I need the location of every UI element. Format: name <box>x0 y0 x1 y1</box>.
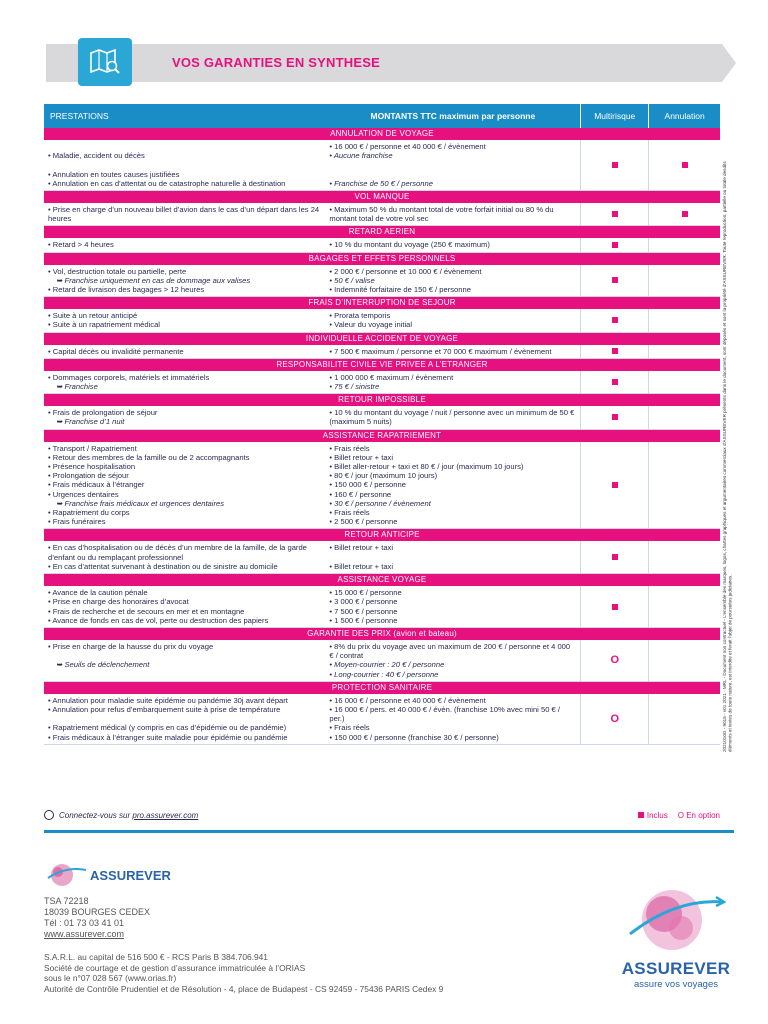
contact-website[interactable]: www.assurever.com <box>44 929 125 939</box>
list-item: • 75 € / sinistre <box>329 382 380 392</box>
prestation-cell <box>44 371 325 393</box>
list-item: • Frais réels <box>329 508 370 518</box>
list-item: • Transport / Rapatriement <box>48 443 137 453</box>
table-row <box>44 541 720 574</box>
list-item: • Retard > 4 heures <box>48 240 114 250</box>
list-item: • 150 000 € / personne <box>329 480 406 490</box>
list-item: • Indemnité forfaitaire de 150 € / personne <box>329 285 471 295</box>
list-item <box>329 553 576 562</box>
included-square-icon <box>612 277 618 283</box>
legend-included: Inclus <box>638 811 668 820</box>
list-item: • 16 000 € / personne et 40 000 € / évènement <box>329 695 486 705</box>
page-title: VOS GARANTIES EN SYNTHESE <box>172 55 380 70</box>
annulation-cell <box>648 238 720 251</box>
legal-side-text: 2021010G - 9015 - v01 2021 - MRL - Document non contractuel - L’ensemble des marques, logos, chartes graphiques et argumentaires commerciaux d’ASSUREVER présents dans le document, sont déposés et sont la propriété d’ASSUREVER. Toute reproduction, partielle ou totale desdits éléments et textes de toute nature, est interdite et ferait l’objet de poursuites judiciaires. <box>722 161 733 752</box>
included-square-icon <box>682 162 688 168</box>
list-item: • Présence hospitalisation <box>48 462 136 472</box>
montant-cell <box>325 406 580 428</box>
legal-line: Société de courtage et de gestion d’assurance immatriculée à l’ORIAS <box>44 962 306 973</box>
multirisque-cell <box>580 541 648 573</box>
included-square-icon <box>612 414 618 420</box>
square-icon <box>638 812 644 818</box>
list-item <box>48 651 321 660</box>
list-item: • Rapatriement médical (y compris en cas d’épidémie ou de pandémie) <box>48 723 287 733</box>
list-item: • Franchise de 50 € / personne <box>329 178 433 188</box>
header-annulation: Annulation <box>648 104 720 128</box>
prestation-cell <box>44 203 325 225</box>
section-title: ANNULATION DE VOYAGE <box>44 128 720 140</box>
list-item: • Avance de la caution pénale <box>48 588 148 598</box>
list-item: • 16 000 € / pers. et 40 000 € / évèn. (franchise 10% avec mini 50 € / per.) <box>329 704 560 724</box>
list-item <box>329 160 576 169</box>
multirisque-cell <box>580 406 648 428</box>
montant-cell <box>325 586 580 627</box>
list-item: • Prorata temporis <box>329 311 391 321</box>
brand-logo-small <box>46 862 171 888</box>
prestation-cell <box>44 442 325 529</box>
section-title: RETOUR ANTICIPE <box>44 529 720 541</box>
list-item: • Frais médicaux à l’étranger suite maladie pour épidémie ou pandémie <box>48 732 288 742</box>
section-title: RESPONSABILITE CIVILE VIE PRIVEE A L’ETRANGER <box>44 359 720 371</box>
prestation-cell <box>44 238 325 251</box>
table-header <box>44 104 720 128</box>
prestation-cell <box>44 265 325 297</box>
section-title: BAGAGES ET EFFETS PERSONNELS <box>44 253 720 265</box>
legal-line: sous le n°07 028 567 (www.orias.fr) <box>44 973 177 983</box>
table-row <box>44 345 720 359</box>
multirisque-cell <box>580 265 648 297</box>
prestation-cell <box>44 694 325 744</box>
annulation-cell <box>648 371 720 393</box>
montant-cell <box>325 442 580 529</box>
prestation-cell <box>44 140 325 190</box>
multirisque-cell <box>580 309 648 331</box>
prestation-cell <box>44 586 325 627</box>
annulation-cell <box>648 203 720 225</box>
table-footer <box>44 806 720 824</box>
list-item: • Aucune franchise <box>329 151 393 161</box>
list-item: • 7 500 € maximum / personne et 70 000 € maximum / évènement <box>329 346 552 356</box>
list-item: • Frais réels <box>329 443 370 453</box>
option-circle-icon: O <box>610 654 620 667</box>
list-item: • 1 500 € / personne <box>329 615 398 625</box>
list-item: • Billet retour + taxi <box>329 561 394 571</box>
section-title: INDIVIDUELLE ACCIDENT DE VOYAGE <box>44 333 720 345</box>
included-square-icon <box>612 482 618 488</box>
brand-name-small: ASSUREVER <box>90 867 171 883</box>
montant-cell <box>325 345 580 358</box>
list-item: • 80 € / jour (maximum 10 jours) <box>329 471 438 481</box>
section-title: RETOUR IMPOSSIBLE <box>44 394 720 406</box>
montant-cell <box>325 265 580 297</box>
section-title: GARANTIE DES PRIX (avion et bateau) <box>44 628 720 640</box>
multirisque-cell <box>580 371 648 393</box>
included-square-icon <box>612 554 618 560</box>
connect-text: Connectez-vous sur pro.assurever.com <box>59 810 199 820</box>
table-row <box>44 586 720 628</box>
list-item: • Valeur du voyage initial <box>329 320 413 330</box>
list-item: • 2 500 € / personne <box>329 517 398 527</box>
legal-line: S.A.R.L. au capital de 516 500 € - RCS Paris B 384.706.941 <box>44 952 268 962</box>
annulation-cell <box>648 309 720 331</box>
contact-phone: Tél : 01 73 03 41 01 <box>44 918 125 928</box>
prestation-cell <box>44 345 325 358</box>
multirisque-cell <box>580 203 648 225</box>
table-row <box>44 203 720 226</box>
multirisque-cell <box>580 345 648 358</box>
section-title: ASSISTANCE VOYAGE <box>44 574 720 586</box>
prestation-cell <box>44 309 325 331</box>
list-item: • Prise en charge de la hausse du prix du voyage <box>48 641 214 651</box>
list-item: • Billet retour + taxi <box>329 452 394 462</box>
list-item: • Avance de fonds en cas de vol, perte ou destruction des papiers <box>48 615 269 625</box>
included-square-icon <box>612 317 618 323</box>
brand-logo-large <box>620 884 732 990</box>
list-item: • Billet aller-retour + taxi et 80 € / jour (maximum 10 jours) <box>329 462 524 472</box>
globe-logo-icon <box>626 884 726 954</box>
included-square-icon <box>612 379 618 385</box>
annulation-cell <box>648 442 720 529</box>
list-item: • 2 000 € / personne et 10 000 € / évènement <box>329 266 482 276</box>
list-item: • Prise en charge d’un nouveau billet d’avion dans le cas d’un départ dans les 24 heures <box>48 205 320 224</box>
prestation-cell <box>44 406 325 428</box>
list-item: • 10 % du montant du voyage (250 € maximum) <box>329 240 490 250</box>
globe-logo-icon <box>46 862 88 888</box>
list-item: • Prise en charge des honoraires d’avocat <box>48 597 189 607</box>
list-item: • Suite à un retour anticipé <box>48 311 138 321</box>
list-item: ➥ Franchise uniquement en cas de dommage aux valises <box>56 275 251 285</box>
multirisque-cell <box>580 238 648 251</box>
included-square-icon <box>612 348 618 354</box>
header-band <box>46 44 722 82</box>
legend-option: O En option <box>677 810 720 820</box>
montant-cell <box>325 694 580 744</box>
included-square-icon <box>612 242 618 248</box>
annulation-cell <box>648 640 720 681</box>
list-item: • 1 000 000 € maximum / évènement <box>329 372 454 382</box>
montant-cell <box>325 203 580 225</box>
list-item: • Annulation pour maladie suite épidémie ou pandémie 30j avant départ <box>48 695 288 705</box>
contact-block <box>44 896 150 940</box>
list-item: • Retard de livraison des bagages > 12 heures <box>48 285 205 295</box>
table-row <box>44 238 720 252</box>
list-item: • Annulation en toutes causes justifiées <box>48 169 180 179</box>
header-montants: MONTANTS TTC maximum par personne <box>370 111 536 121</box>
montant-cell <box>325 541 580 573</box>
list-item: • Frais réels <box>329 723 370 733</box>
legend <box>638 811 720 820</box>
montant-cell <box>325 640 580 681</box>
brand-tagline: assure vos voyages <box>634 979 718 990</box>
montant-cell <box>325 238 580 251</box>
map-icon <box>78 38 132 86</box>
list-item: • Retour des membres de la famille ou de 2 accompagnants <box>48 452 250 462</box>
option-circle-icon: O <box>610 712 620 725</box>
contact-line: TSA 72218 <box>44 896 89 906</box>
list-item: • Billet retour + taxi <box>329 543 394 553</box>
contact-line: 18039 BOURGES CEDEX <box>44 907 151 917</box>
multirisque-cell <box>580 586 648 627</box>
list-item: • 150 000 € / personne (franchise 30 € / personne) <box>329 732 499 742</box>
table-body <box>44 128 720 745</box>
included-square-icon <box>612 604 618 610</box>
list-item: • 16 000 € / personne et 40 000 € / évènement <box>329 142 486 151</box>
list-item: • Frais de prolongation de séjour <box>48 408 158 418</box>
table-row <box>44 371 720 394</box>
header-multirisque: Multirisque <box>580 104 648 128</box>
section-title: FRAIS D’INTERRUPTION DE SEJOUR <box>44 297 720 309</box>
list-item: • 15 000 € / personne <box>329 588 402 598</box>
list-item: • Frais médicaux à l’étranger <box>48 480 145 490</box>
list-item: • 8% du prix du voyage avec un maximum de 200 € / personne et 4 000 € / contrat <box>329 641 571 661</box>
list-item: ➥ Seuils de déclenchement <box>56 660 150 670</box>
brand-name-large: ASSUREVER <box>621 959 731 978</box>
list-item: • Frais de recherche et de secours en mer et en montagne <box>48 606 245 616</box>
multirisque-cell <box>580 140 648 190</box>
included-square-icon <box>612 162 618 168</box>
included-square-icon <box>682 211 688 217</box>
annulation-cell <box>648 541 720 573</box>
multirisque-cell <box>580 694 648 744</box>
list-item: • 3 000 € / personne <box>329 597 398 607</box>
list-item: ➥ Franchise frais médicaux et urgences dentaires <box>56 498 225 508</box>
annulation-cell <box>648 140 720 190</box>
list-item: • Urgences dentaires <box>48 489 119 499</box>
legal-line: Autorité de Contrôle Prudentiel et de Résolution - 4, place de Budapest - CS 92459 - 75436 PARIS Cedex 9 <box>44 983 444 994</box>
annulation-cell <box>648 406 720 428</box>
list-item: • Dommages corporels, matériels et immatériels <box>48 372 210 382</box>
section-title: PROTECTION SANITAIRE <box>44 682 720 694</box>
table-row <box>44 309 720 332</box>
table-row <box>44 442 720 530</box>
list-item <box>48 160 321 169</box>
list-item: • Rapatriement du corps <box>48 508 130 518</box>
list-item: • En cas d’attentat survenant à destination ou de sinistre au domicile <box>48 561 278 571</box>
globe-icon <box>44 810 54 820</box>
table-row <box>44 265 720 298</box>
divider <box>44 830 734 833</box>
legal-block <box>44 952 443 994</box>
list-item: • 10 % du montant du voyage / nuit / personne avec un minimum de 50 € (maximum 5 nuits) <box>329 408 575 427</box>
list-item: • 160 € / personne <box>329 489 392 499</box>
list-item: • Annulation en cas d’attentat ou de catastrophe naturelle à destination <box>48 178 286 188</box>
annulation-cell <box>648 586 720 627</box>
table-row <box>44 406 720 429</box>
list-item: • Capital décès ou invalidité permanente <box>48 346 184 356</box>
list-item: ➥ Franchise <box>56 382 98 392</box>
section-title: ASSISTANCE RAPATRIEMENT <box>44 430 720 442</box>
list-item: ➥ Franchise d’1 nuit <box>56 417 125 427</box>
list-item: • Maladie, accident ou décès <box>48 151 145 161</box>
table-row <box>44 640 720 682</box>
guarantees-table <box>44 104 720 745</box>
multirisque-cell <box>580 442 648 529</box>
montant-cell <box>325 309 580 331</box>
table-row <box>44 694 720 745</box>
list-item: • 50 € / valise <box>329 275 375 285</box>
list-item <box>329 170 576 179</box>
connect-link[interactable]: pro.assurever.com <box>132 810 199 820</box>
list-item <box>48 142 321 151</box>
included-square-icon <box>612 211 618 217</box>
prestation-cell <box>44 541 325 573</box>
list-item: • Frais funéraires <box>48 517 106 527</box>
section-title: RETARD AERIEN <box>44 226 720 238</box>
header-prestations: PRESTATIONS <box>50 111 109 121</box>
prestation-cell <box>44 640 325 681</box>
montant-cell <box>325 140 580 190</box>
list-item: • Suite à un rapatriement médical <box>48 320 160 330</box>
list-item: • Maximum 50 % du montant total de votre forfait initial ou 80 % du montant total de votre vol sec <box>329 205 554 224</box>
multirisque-cell <box>580 640 648 681</box>
list-item: • Vol, destruction totale ou partielle, perte <box>48 266 187 276</box>
list-item: • 7 500 € / personne <box>329 606 398 616</box>
annulation-cell <box>648 694 720 744</box>
table-row <box>44 140 720 191</box>
list-item: • Moyen-courrier : 20 € / personne <box>329 660 445 670</box>
list-item: • Prolongation de séjour <box>48 471 129 481</box>
list-item: • En cas d’hospitalisation ou de décès d’un membre de la famille, de la garde d’enfant ou du remplaçant professionnel <box>48 543 307 562</box>
annulation-cell <box>648 345 720 358</box>
montant-cell <box>325 371 580 393</box>
section-title: VOL MANQUE <box>44 191 720 203</box>
list-item <box>48 714 321 723</box>
list-item: • Annulation pour refus d’embarquement suite à prise de température <box>48 704 281 714</box>
list-item: • 30 € / personne / évènement <box>329 498 431 508</box>
annulation-cell <box>648 265 720 297</box>
list-item: • Long-courrier : 40 € / personne <box>329 669 439 679</box>
